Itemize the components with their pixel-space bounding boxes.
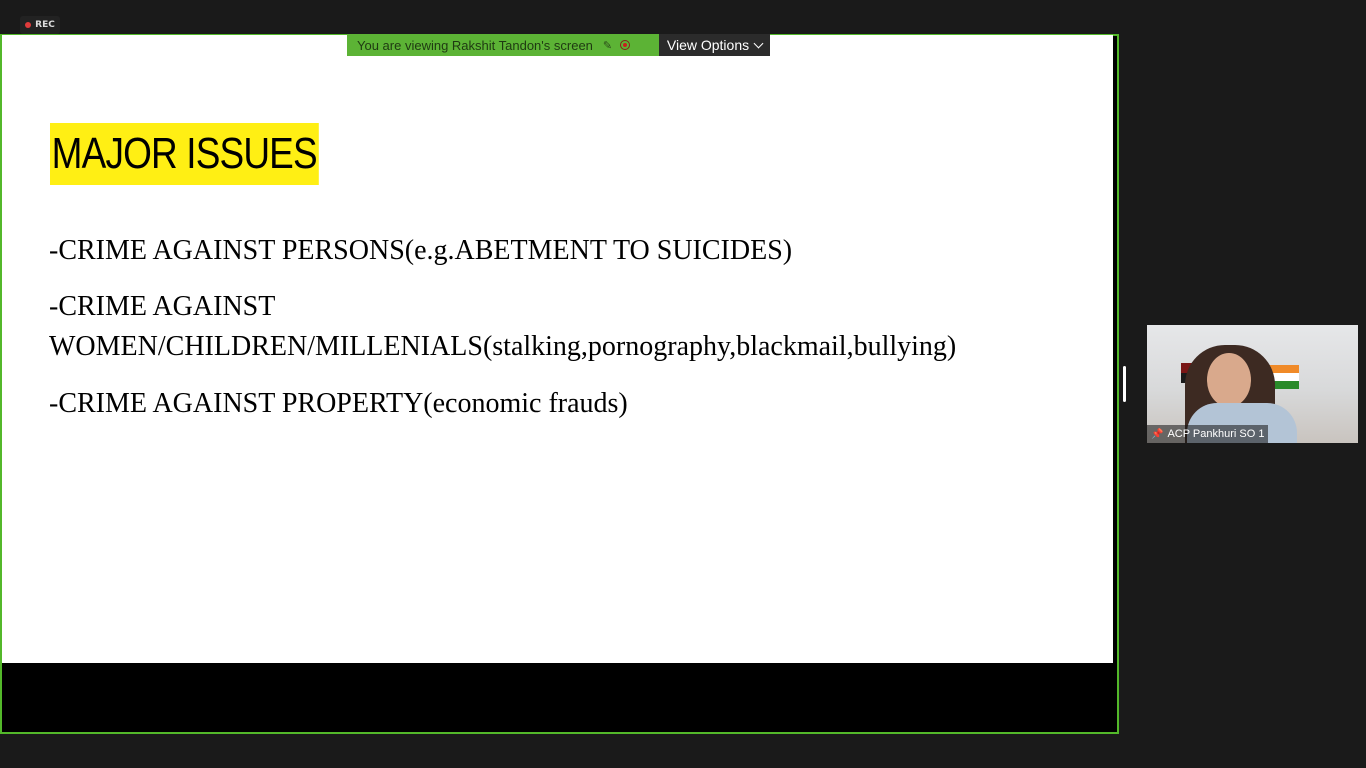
recording-label: REC bbox=[35, 20, 55, 30]
slide-bullet-women-children bbox=[49, 287, 956, 367]
view-options-label: View Options bbox=[666, 37, 750, 53]
slide-bullet-property: -CRIME AGAINST PROPERTY(economic frauds) bbox=[49, 388, 628, 419]
pin-icon: 📌 bbox=[1151, 428, 1164, 440]
panel-resize-handle[interactable] bbox=[1123, 366, 1126, 402]
view-options-button[interactable] bbox=[659, 34, 770, 56]
slide-bullet-line-2: WOMEN/CHILDREN/MILLENIALS(stalking,pornography,blackmail,bullying) bbox=[49, 331, 957, 362]
record-status-icon[interactable] bbox=[620, 40, 630, 50]
record-dot-icon bbox=[25, 22, 31, 28]
annotate-icon[interactable]: ✎ bbox=[602, 39, 613, 52]
slide-bullet-line-1: -CRIME AGAINST bbox=[49, 291, 276, 322]
presentation-slide bbox=[2, 35, 1113, 663]
screen-share-banner bbox=[347, 34, 659, 56]
participant-name-tag bbox=[1147, 425, 1268, 443]
recording-indicator[interactable] bbox=[20, 16, 60, 34]
participant-face bbox=[1207, 353, 1251, 407]
slide-bullet-persons: -CRIME AGAINST PERSONS(e.g.ABETMENT TO SUICIDES) bbox=[49, 235, 793, 266]
chevron-down-icon bbox=[754, 38, 764, 48]
banner-text: You are viewing Rakshit Tandon's screen bbox=[357, 37, 593, 53]
participant-name: ACP Pankhuri SO 1 bbox=[1167, 428, 1265, 440]
slide-title: MAJOR ISSUES bbox=[50, 123, 318, 185]
